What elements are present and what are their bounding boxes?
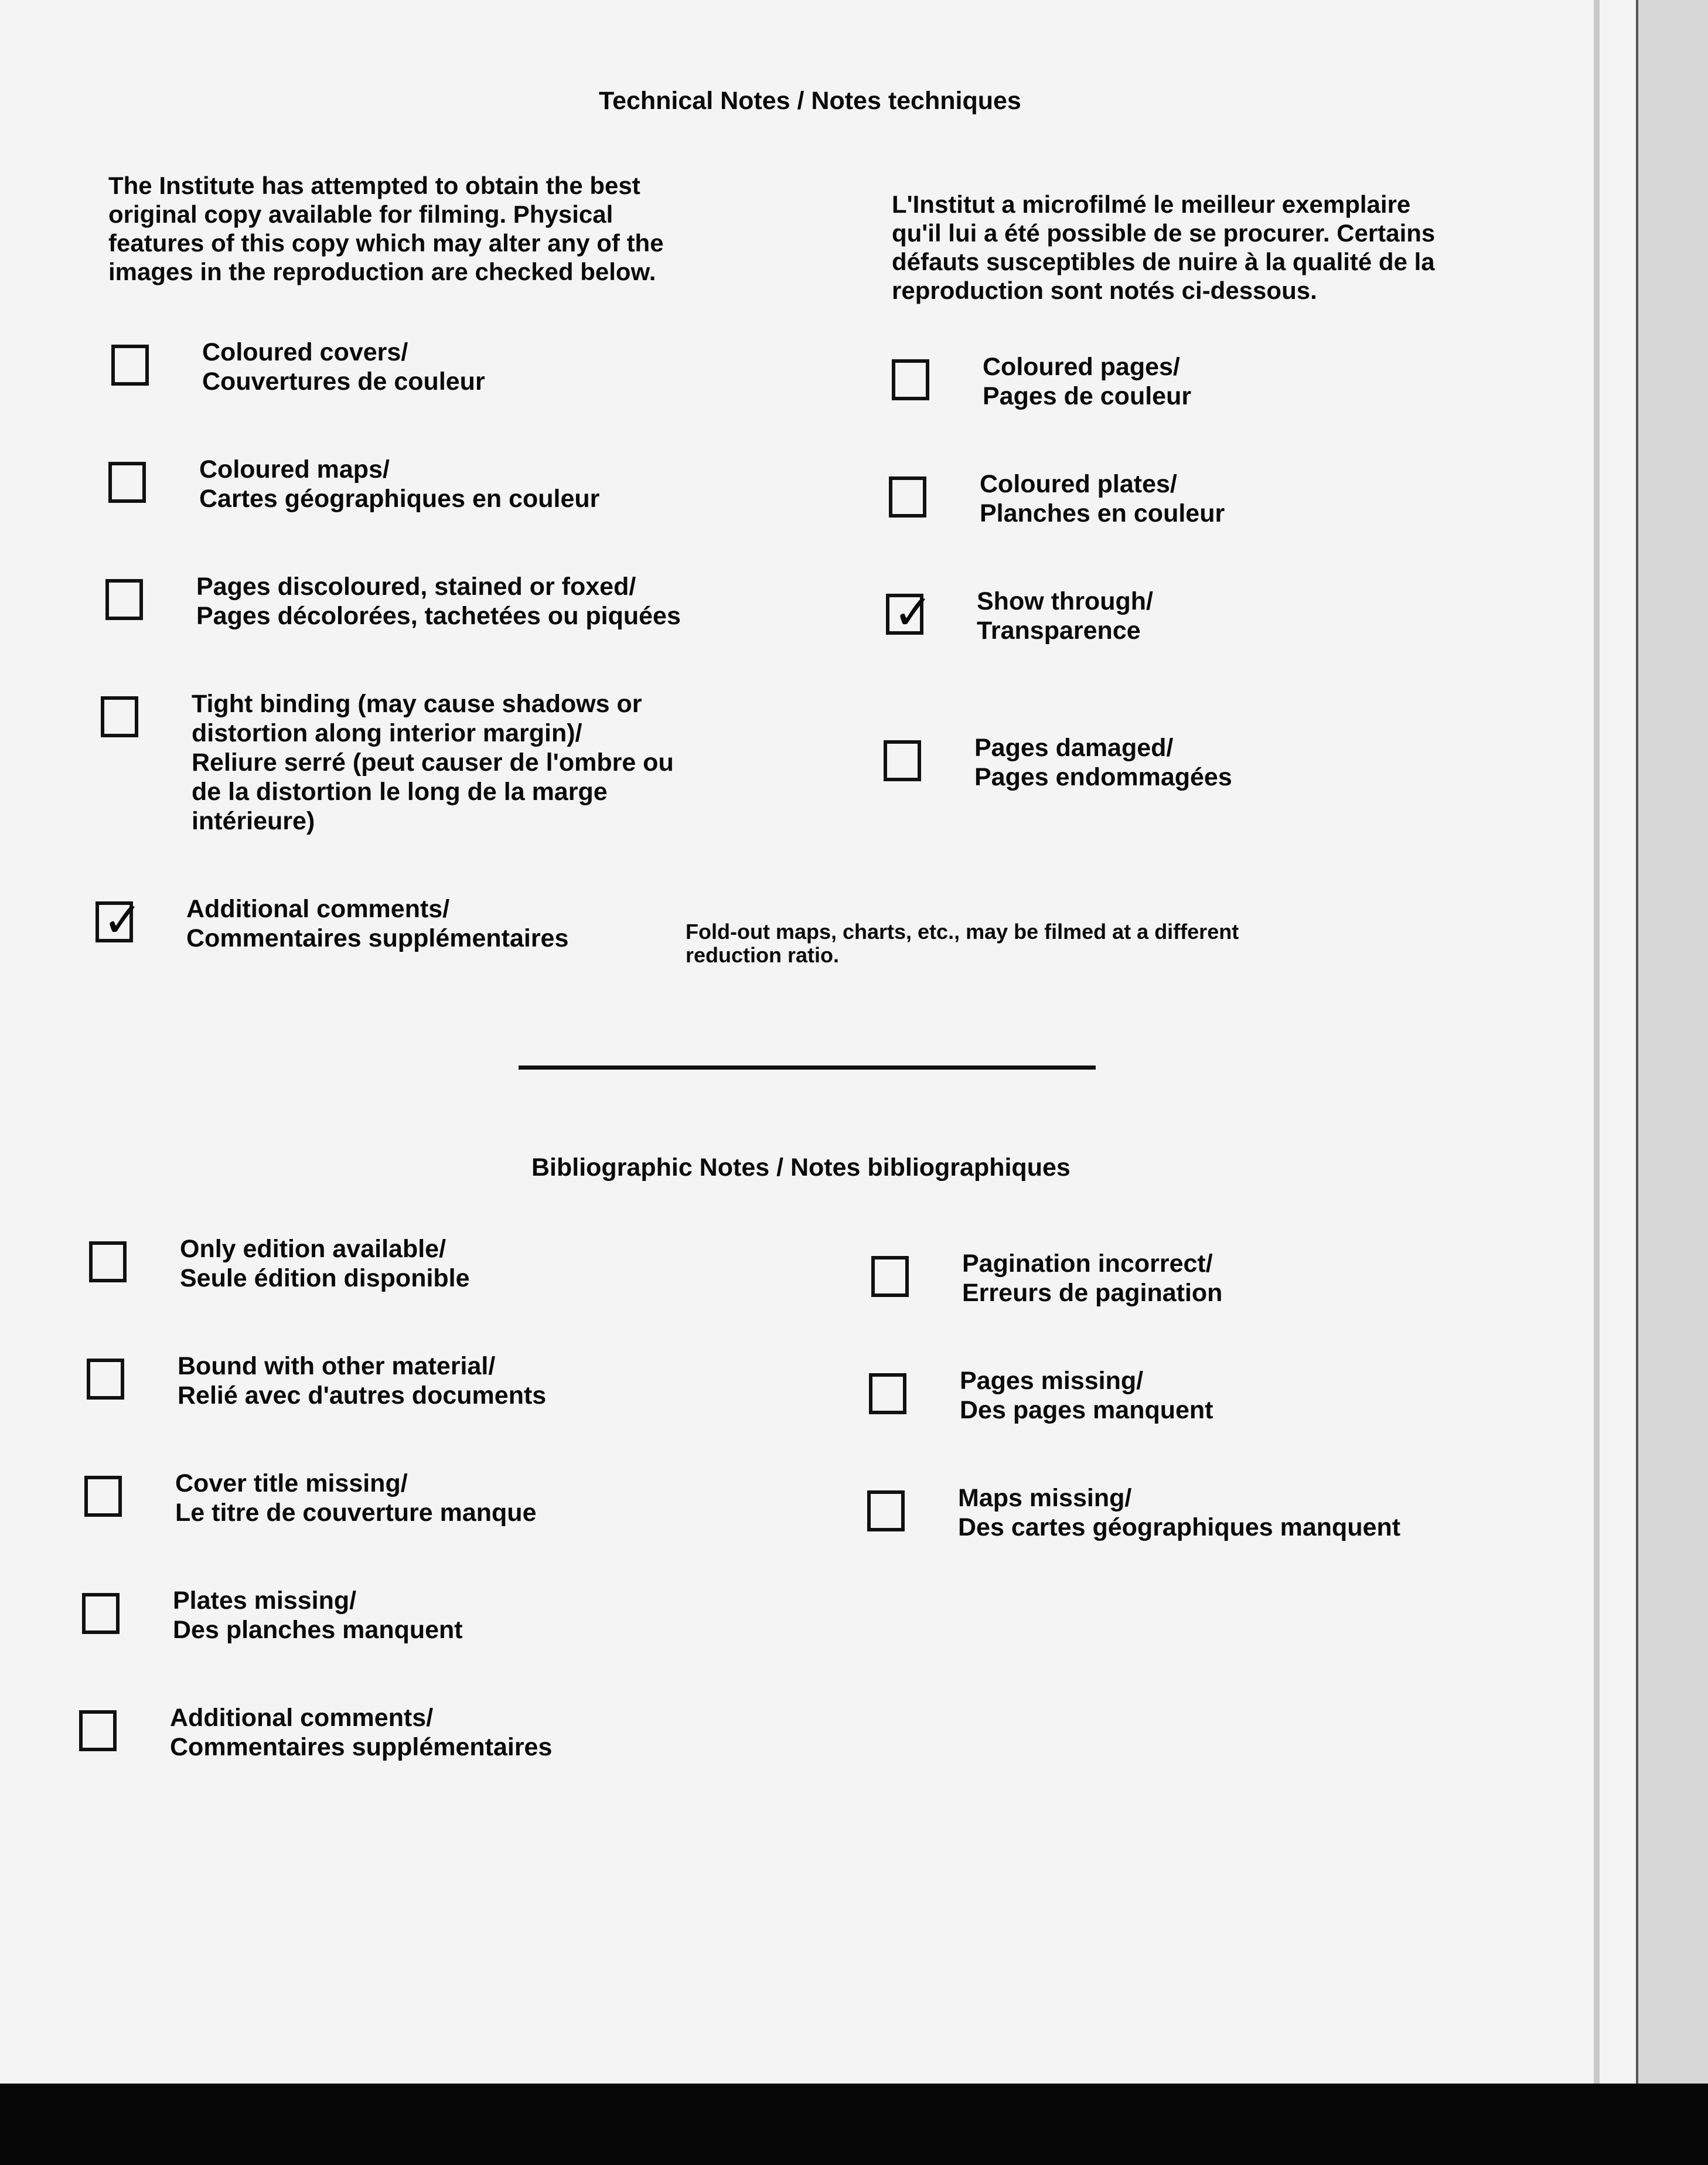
item-label-line: Additional comments/ (170, 1704, 434, 1732)
section-divider (519, 1066, 1096, 1070)
item-label-line: Planches en couleur (980, 499, 1225, 527)
checkbox[interactable] (892, 359, 929, 400)
page-edge-strip (1636, 0, 1708, 2086)
item-label-line: Erreurs de pagination (962, 1279, 1223, 1307)
check-mark-icon: ✓ (893, 585, 933, 641)
page-edge-shadow (1594, 0, 1600, 2086)
intro-french (892, 190, 1435, 305)
checkbox[interactable] (111, 345, 149, 386)
item-label-line: Coloured maps/ (199, 455, 390, 484)
additional-comments-note (686, 920, 1239, 967)
checkbox[interactable] (867, 1490, 905, 1531)
checkbox[interactable] (108, 462, 146, 503)
item-label (983, 352, 1191, 411)
checkbox[interactable] (886, 585, 933, 641)
item-label-line: Couvertures de couleur (202, 367, 485, 396)
item-label-line: Des cartes géographiques manquent (958, 1513, 1401, 1541)
item-label-line: Pages endommagées (974, 763, 1232, 791)
checkbox[interactable] (82, 1593, 120, 1634)
item-label-line: intérieure) (192, 807, 315, 835)
item-label-line: Bound with other material/ (178, 1352, 496, 1380)
item-label-line: Pages damaged/ (974, 734, 1174, 762)
item-label-line: Maps missing/ (958, 1484, 1132, 1512)
checkbox[interactable] (105, 579, 143, 620)
item-label-line: Seule édition disponible (180, 1264, 470, 1292)
item-label (977, 587, 1153, 645)
item-label (178, 1352, 546, 1410)
checkbox[interactable] (87, 1359, 124, 1400)
item-label (974, 733, 1232, 792)
item-label-line: Transparence (977, 617, 1141, 645)
item-label-line: Cartes géographiques en couleur (199, 485, 600, 513)
item-label-line: distortion along interior margin)/ (192, 719, 582, 747)
item-label-line: Reliure serré (peut causer de l'ombre ou (192, 748, 674, 777)
item-label-line: Tight binding (may cause shadows or (192, 690, 642, 718)
item-label (186, 894, 568, 953)
item-label-line: Commentaires supplémentaires (170, 1733, 553, 1761)
note-line: reduction ratio. (686, 943, 840, 967)
intro-french-line: défauts susceptibles de nuire à la qualité de la (892, 248, 1435, 275)
film-border (0, 2084, 1708, 2165)
checkbox[interactable] (871, 1256, 909, 1297)
item-label (980, 469, 1225, 528)
intro-french-line: L'Institut a microfilmé le meilleur exemplaire (892, 190, 1411, 218)
checkbox[interactable] (869, 1373, 906, 1414)
checkbox[interactable] (79, 1710, 117, 1751)
item-label (192, 689, 674, 836)
item-label-line: Le titre de couverture manque (175, 1499, 537, 1527)
intro-french-line: qu'il lui a été possible de se procurer. Certains (892, 219, 1436, 247)
item-label-line: Additional comments/ (186, 895, 450, 923)
intro-english-line: images in the reproduction are checked below. (108, 258, 656, 285)
intro-english-line: The Institute has attempted to obtain the best (108, 172, 640, 199)
item-label-line: Coloured pages/ (983, 353, 1180, 381)
technical-notes-heading: Technical Notes / Notes techniques (599, 87, 1021, 115)
item-label-line: Pages de couleur (983, 382, 1192, 410)
item-label-line: Coloured covers/ (202, 338, 408, 366)
item-label (199, 455, 599, 513)
item-label (196, 572, 681, 631)
item-label (170, 1703, 552, 1762)
item-label (202, 338, 485, 396)
intro-english (108, 171, 664, 286)
item-label-line: Pagination incorrect/ (962, 1250, 1213, 1278)
item-label-line: Commentaires supplémentaires (186, 924, 569, 952)
item-label-line: Des planches manquent (173, 1616, 463, 1644)
item-label-line: de la distortion le long de la marge (192, 778, 608, 806)
item-label-line: Cover title missing/ (175, 1469, 408, 1497)
item-label (960, 1366, 1213, 1425)
item-label (173, 1586, 463, 1645)
checkbox[interactable] (96, 893, 143, 948)
checkbox[interactable] (101, 696, 138, 737)
item-label (962, 1249, 1222, 1308)
item-label-line: Des pages manquent (960, 1396, 1213, 1424)
checkbox[interactable] (884, 740, 921, 781)
item-label-line: Pages décolorées, tachetées ou piquées (196, 602, 681, 630)
intro-english-line: original copy available for filming. Physical (108, 200, 613, 228)
intro-english-line: features of this copy which may alter any of the (108, 229, 664, 257)
checkbox[interactable] (84, 1476, 122, 1517)
note-line: Fold-out maps, charts, etc., may be filmed at a different (686, 920, 1239, 944)
item-label-line: Pages discoloured, stained or foxed/ (196, 573, 636, 601)
item-label-line: Show through/ (977, 587, 1153, 615)
item-label (180, 1234, 470, 1293)
item-label-line: Only edition available/ (180, 1235, 446, 1263)
checkbox[interactable] (89, 1241, 127, 1282)
checkbox[interactable] (889, 476, 926, 518)
item-label-line: Coloured plates/ (980, 470, 1177, 498)
intro-french-line: reproduction sont notés ci-dessous. (892, 277, 1317, 304)
item-label (175, 1469, 537, 1527)
bibliographic-notes-heading: Bibliographic Notes / Notes bibliographiques (531, 1153, 1071, 1182)
item-label (958, 1483, 1400, 1542)
item-label-line: Plates missing/ (173, 1587, 357, 1615)
item-label-line: Pages missing/ (960, 1367, 1144, 1395)
check-mark-icon: ✓ (103, 893, 143, 948)
item-label-line: Relié avec d'autres documents (178, 1381, 547, 1410)
